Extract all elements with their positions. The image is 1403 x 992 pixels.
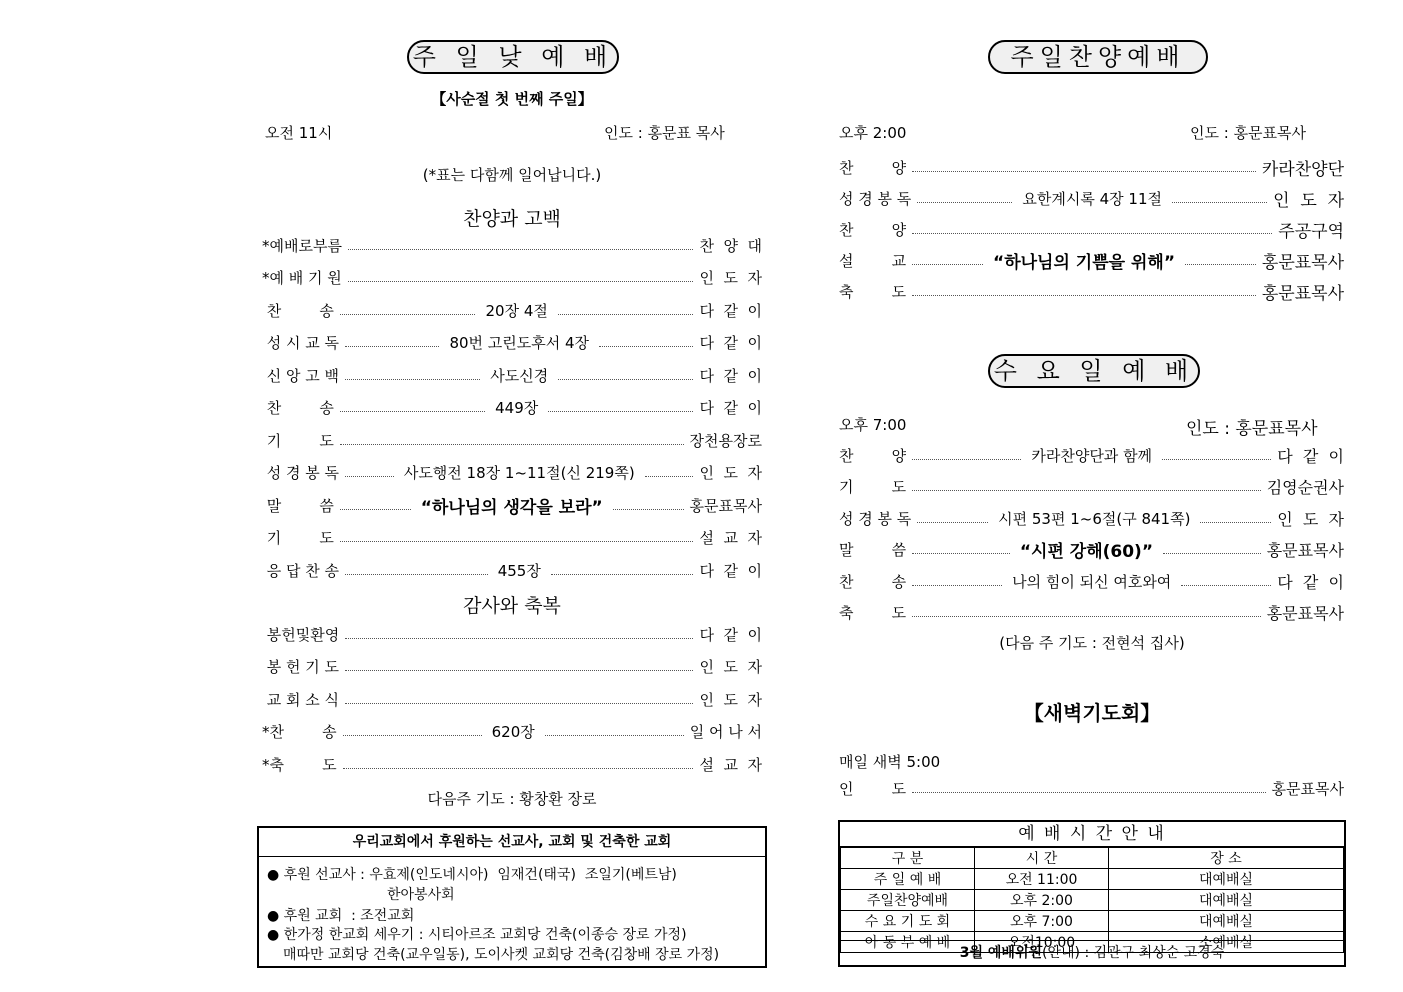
dot-leader bbox=[1172, 202, 1267, 203]
wednesday-next-prayer: (다음 주 기도 : 전현석 집사) bbox=[999, 634, 1185, 652]
order-item-person: 다 같 이 bbox=[1277, 572, 1344, 592]
order-item-label: 축 도 bbox=[839, 282, 907, 301]
mission-line: ● 후원 선교사 : 우효제(인도네시아) 임재건(태국) 조일기(베트남) bbox=[267, 867, 677, 883]
order-item-row bbox=[262, 721, 762, 743]
order-item-detail: 455장 bbox=[497, 561, 541, 580]
dot-leader bbox=[343, 735, 482, 736]
order-item-label: 성 경 봉 독 bbox=[262, 464, 340, 482]
schedule-cell: 오후 7:00 bbox=[975, 911, 1109, 932]
order-item-detail: “하나님의 기쁨을 위해” bbox=[993, 252, 1175, 273]
order-item-row bbox=[839, 507, 1344, 529]
schedule-cell: 대예배실 bbox=[1109, 869, 1344, 890]
order-item-detail: 620장 bbox=[491, 723, 535, 741]
dot-leader bbox=[917, 202, 1012, 203]
order-item-row bbox=[839, 249, 1344, 271]
dawn-time: 매일 새벽 5:00 bbox=[839, 753, 941, 771]
order-item-row bbox=[839, 156, 1344, 178]
schedule-cell: 주일찬양예배 bbox=[841, 890, 975, 911]
order-item-person: 설 교 자 bbox=[699, 529, 762, 547]
order-item-row bbox=[262, 267, 762, 289]
order-item-label: *축 도 bbox=[262, 755, 337, 774]
order-item-row bbox=[262, 688, 762, 710]
mission-box-title: 우리교회에서 후원하는 선교사, 교회 및 건축한 교회 bbox=[259, 828, 765, 857]
order-item-label: 성 경 봉 독 bbox=[839, 189, 912, 208]
dot-leader bbox=[340, 411, 485, 412]
order-item-person: 홍문표목사 bbox=[689, 496, 762, 515]
order-item-row bbox=[839, 280, 1344, 302]
order-item-person: 카라찬양단 bbox=[1261, 159, 1344, 180]
order-item-label: 신 앙 고 백 bbox=[262, 366, 340, 385]
dot-leader bbox=[912, 490, 1261, 491]
dot-leader bbox=[340, 314, 476, 315]
order-item-label: 축 도 bbox=[839, 604, 907, 622]
dot-leader bbox=[917, 522, 988, 523]
schedule-header-row bbox=[841, 848, 1344, 869]
dot-leader bbox=[1162, 459, 1271, 460]
dawn-label: 인 도 bbox=[839, 779, 907, 798]
order-item-detail: 시편 53편 1~6절(구 841쪽) bbox=[998, 509, 1191, 528]
schedule-table bbox=[840, 847, 1344, 953]
section-praise-confession: 찬양과 고백 bbox=[463, 208, 561, 230]
wednesday-time: 오후 7:00 bbox=[839, 416, 907, 434]
dot-leader bbox=[912, 264, 983, 265]
order-item-person: 다 같 이 bbox=[699, 399, 763, 417]
order-item-person: 홍문표목사 bbox=[1261, 283, 1344, 304]
order-item-detail: 사도신경 bbox=[490, 366, 549, 385]
order-item-row bbox=[262, 623, 762, 645]
dot-leader bbox=[340, 509, 411, 510]
order-item-person: 인 도 자 bbox=[699, 269, 762, 287]
dot-leader bbox=[345, 379, 480, 380]
order-item-row bbox=[262, 494, 762, 516]
order-item-person: 다 같 이 bbox=[699, 625, 762, 644]
next-week-prayer: 다음주 기도 : 황창환 장로 bbox=[427, 790, 597, 808]
order-item-detail: 80번 고린도후서 4장 bbox=[449, 334, 590, 352]
order-item-label: 성 시 교 독 bbox=[262, 334, 340, 352]
order-item-label: 기 도 bbox=[262, 529, 334, 547]
mission-line: 매따만 교회당 건축(교우일동), 도이사켓 교회당 건축(김창배 장로 가정) bbox=[283, 947, 720, 963]
order-item-detail: 나의 힘이 되신 여호와여 bbox=[1012, 572, 1172, 591]
order-item-row bbox=[262, 462, 762, 484]
schedule-cell: 오전10:00 bbox=[975, 932, 1109, 953]
dot-leader bbox=[912, 616, 1261, 617]
order-item-row bbox=[262, 527, 762, 549]
order-item-label: 말 씀 bbox=[839, 541, 907, 559]
dot-leader bbox=[348, 249, 694, 250]
dot-leader bbox=[912, 295, 1256, 296]
order-item-detail: 요한계시록 4장 11절 bbox=[1022, 189, 1162, 208]
order-item-row bbox=[262, 397, 762, 419]
order-item-row bbox=[262, 332, 762, 354]
dot-leader bbox=[345, 638, 693, 639]
wednesday-leader: 인도 : 홍문표목사 bbox=[1186, 419, 1318, 439]
order-item-row bbox=[262, 429, 762, 451]
dot-leader bbox=[599, 346, 693, 347]
dot-leader bbox=[1163, 553, 1261, 554]
order-item-label: 말 씀 bbox=[262, 496, 334, 515]
dot-leader bbox=[558, 379, 693, 380]
schedule-row bbox=[841, 869, 1344, 890]
schedule-cell: 수 요 기 도 회 bbox=[841, 911, 975, 932]
order-item-label: 찬 송 bbox=[262, 301, 334, 320]
dot-leader bbox=[912, 171, 1256, 172]
order-item-detail: 20장 4절 bbox=[485, 301, 548, 320]
order-item-label: 봉 헌 기 도 bbox=[262, 658, 340, 676]
dot-leader bbox=[545, 735, 684, 736]
schedule-footer-rest: (안내) : 김관구 최상순 고경숙 bbox=[1042, 945, 1225, 961]
dot-leader bbox=[1200, 522, 1271, 523]
order-item-row bbox=[839, 570, 1344, 592]
dot-leader bbox=[1181, 585, 1271, 586]
dawn-prayer-title: 【새벽기도회】 bbox=[1023, 701, 1161, 725]
dot-leader bbox=[912, 459, 1021, 460]
order-item-person: 찬 양 대 bbox=[699, 236, 762, 255]
dot-leader bbox=[345, 346, 439, 347]
dot-leader bbox=[645, 476, 694, 477]
order-item-person: 홍문표목사 bbox=[1266, 541, 1344, 560]
sunday-service-title: 주 일 낮 예 배 bbox=[407, 40, 619, 74]
order-item-label: 기 도 bbox=[262, 431, 334, 450]
section-thanks-blessing: 감사와 축복 bbox=[463, 595, 561, 617]
order-item-row bbox=[262, 656, 762, 678]
order-item-label: *찬 송 bbox=[262, 723, 337, 741]
dot-leader bbox=[551, 574, 694, 575]
schedule-cell: 대예배실 bbox=[1109, 890, 1344, 911]
schedule-box bbox=[838, 820, 1346, 967]
schedule-footer bbox=[840, 940, 1344, 965]
dawn-value: 홍문표목사 bbox=[1271, 779, 1344, 798]
dot-leader bbox=[345, 476, 394, 477]
order-item-row bbox=[262, 364, 762, 386]
order-item-row bbox=[262, 234, 762, 256]
order-item-label: 찬 양 bbox=[839, 158, 907, 177]
order-item-person: 일 어 나 서 bbox=[689, 723, 763, 741]
dot-leader bbox=[340, 541, 694, 542]
order-item-row bbox=[839, 444, 1344, 466]
dot-leader bbox=[345, 670, 693, 671]
order-item-person: 인 도 자 bbox=[699, 690, 762, 709]
order-item-row bbox=[839, 476, 1344, 498]
order-item-person: 다 같 이 bbox=[1277, 446, 1345, 466]
order-item-row bbox=[262, 299, 762, 321]
order-item-label: 응 답 찬 송 bbox=[262, 561, 340, 580]
order-item-label: *예배로부름 bbox=[262, 236, 342, 255]
order-item-person: 인 도 자 bbox=[1277, 509, 1344, 529]
dot-leader bbox=[912, 585, 1002, 586]
schedule-cell: 주 일 예 배 bbox=[841, 869, 975, 890]
order-item-person: 주공구역 bbox=[1278, 221, 1344, 242]
praise-time: 오후 2:00 bbox=[839, 124, 907, 142]
order-item-label: 기 도 bbox=[839, 478, 907, 496]
praise-leader: 인도 : 홍문표목사 bbox=[1190, 124, 1307, 142]
order-item-label: 찬 양 bbox=[839, 220, 907, 239]
order-item-label: *예 배 기 원 bbox=[262, 269, 342, 287]
service-leader: 인도 : 홍문표 목사 bbox=[604, 124, 725, 142]
order-item-detail: 카라찬양단과 함께 bbox=[1031, 446, 1153, 465]
dot-leader bbox=[345, 574, 488, 575]
order-item-label: 찬 송 bbox=[839, 572, 907, 591]
order-item-label: 성 경 봉 독 bbox=[839, 509, 912, 528]
order-item-row bbox=[839, 218, 1344, 240]
order-item-person: 홍문표목사 bbox=[1266, 604, 1344, 623]
order-item-person: 다 같 이 bbox=[699, 561, 762, 580]
order-item-row bbox=[262, 753, 762, 775]
dot-leader bbox=[613, 509, 684, 510]
praise-service-title: 주일찬양예배 bbox=[988, 40, 1208, 74]
order-item-person: 다 같 이 bbox=[699, 366, 762, 385]
order-item-label: 설 교 bbox=[839, 251, 907, 270]
sunday-subtitle: 【사순절 첫 번째 주일】 bbox=[431, 90, 593, 108]
schedule-title: 예 배 시 간 안 내 bbox=[840, 822, 1344, 847]
schedule-cell: 소예배실 bbox=[1109, 932, 1344, 953]
order-item-row bbox=[839, 187, 1344, 209]
schedule-cell: 아 동 부 예 배 bbox=[841, 932, 975, 953]
mission-line: ● 한가정 한교회 세우기 : 시티아르조 교회당 건축(이종승 장로 가정) bbox=[267, 927, 687, 943]
schedule-cell: 오후 2:00 bbox=[975, 890, 1109, 911]
mission-line: 한아봉사회 bbox=[387, 887, 455, 903]
order-item-person: 다 같 이 bbox=[699, 301, 762, 320]
order-item-row bbox=[262, 559, 762, 581]
schedule-header-cell: 시 간 bbox=[975, 848, 1109, 869]
order-item-label: 교 회 소 식 bbox=[262, 690, 340, 709]
order-item-detail: “하나님의 생각을 보라” bbox=[420, 497, 603, 518]
order-item-row bbox=[839, 539, 1344, 561]
dot-leader bbox=[912, 233, 1272, 234]
standing-note: (*표는 다함께 일어납니다.) bbox=[422, 166, 602, 184]
order-item-person: 인 도 자 bbox=[699, 464, 763, 482]
order-item-person: 인 도 자 bbox=[699, 658, 762, 676]
dot-leader bbox=[343, 768, 694, 769]
schedule-header-cell: 장 소 bbox=[1109, 848, 1344, 869]
order-item-detail: 사도행전 18장 1~11절(신 219쪽) bbox=[403, 464, 635, 482]
order-item-person: 홍문표목사 bbox=[1261, 252, 1345, 273]
order-item-person: 다 같 이 bbox=[699, 334, 763, 352]
dot-leader bbox=[345, 703, 693, 704]
schedule-footer-bold: 3월 예배위원 bbox=[959, 945, 1043, 961]
order-item-detail: 449장 bbox=[495, 399, 539, 417]
dot-leader bbox=[348, 281, 694, 282]
dot-leader bbox=[1185, 264, 1256, 265]
order-item-person: 장천용장로 bbox=[689, 431, 762, 450]
schedule-header-cell: 구 분 bbox=[841, 848, 975, 869]
wednesday-service-title: 수 요 일 예 배 bbox=[988, 354, 1200, 388]
order-item-person: 설 교 자 bbox=[699, 755, 762, 774]
service-time: 오전 11시 bbox=[265, 124, 333, 142]
schedule-cell: 오전 11:00 bbox=[975, 869, 1109, 890]
order-item-row bbox=[839, 602, 1344, 624]
order-item-label: 찬 양 bbox=[839, 446, 907, 465]
order-item-label: 찬 송 bbox=[262, 399, 334, 417]
dot-leader bbox=[912, 553, 1010, 554]
order-item-detail: “시편 강해(60)” bbox=[1019, 542, 1153, 562]
dot-leader bbox=[340, 444, 684, 445]
mission-line: ● 후원 교회 : 조전교회 bbox=[267, 908, 415, 924]
order-item-person: 김영순권사 bbox=[1266, 478, 1344, 497]
schedule-row bbox=[841, 890, 1344, 911]
order-item-person: 인 도 자 bbox=[1273, 190, 1345, 211]
dawn-leader-row bbox=[839, 777, 1344, 799]
order-item-label: 봉헌및환영 bbox=[262, 625, 340, 644]
schedule-row bbox=[841, 911, 1344, 932]
dot-leader bbox=[548, 411, 693, 412]
dot-leader bbox=[558, 314, 694, 315]
mission-box bbox=[257, 826, 767, 968]
schedule-cell: 대예배실 bbox=[1109, 911, 1344, 932]
dot-leader bbox=[912, 792, 1265, 793]
